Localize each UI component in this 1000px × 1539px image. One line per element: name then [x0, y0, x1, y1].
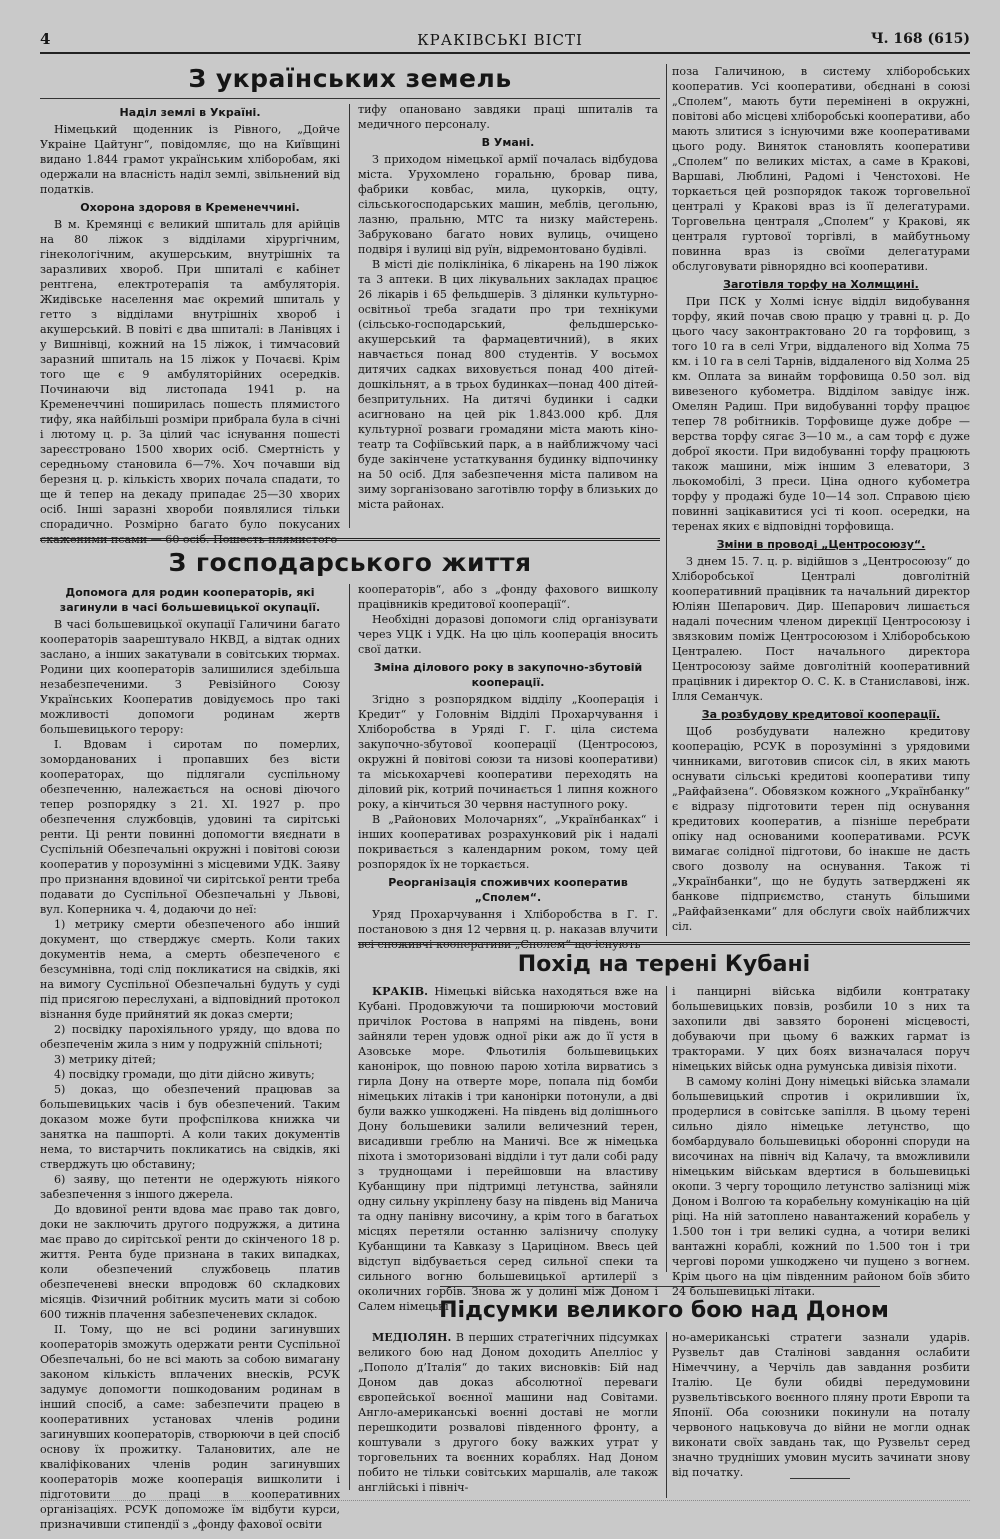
paragraph: 4) посвідку громади, що діти дійсно живуть; — [54, 1068, 315, 1081]
paragraph-continued: кооператорів“, або з „фонду фахового вишколу працівників кредитової кооперації“. — [358, 583, 658, 611]
paragraph-continued: поза Галичиною, в систему хліборобських кооператив. Усі кооперативи, обєднані в союзі „Сполем“, мають бути перемінені в окружні, повітові або місцеві хліборобські кооперативи, або мають злитися з існуючими вже кооперативами цього роду. Виняток становлять кооперативи „Сполем“ по великих містах, а саме в Кракові, Варшаві, Люблині, Радомі і Ченстохові. Не торкається цей розпорядок також торговельної централі у Кракові враз із її делегатурами. Торговельна централя „Сполем“ у Кракові, як централя гуртової торгівлі, в майбутньому повинна враз із своїми делегатурами обслуговувати рівнорядно всі кооперативи. — [672, 65, 971, 273]
column-divider — [666, 1332, 667, 1498]
column-divider — [349, 104, 350, 528]
article-column — [40, 102, 340, 546]
paragraph: В м. Кремянці є великий шпиталь для арійців на 80 ліжок з відділами хірургічним, гінекологічним, акушерським, внутрішніх та заразливих хвороб. При шпиталі є кабінет рентгена, електротерапія та амбуляторія. Жидівське населення має окремий шпиталь у гетто з відділами внутрішніх хвороб і акушерський. В повіті є два шпиталі: в Ланівцях і у Вишнівці, кожний на 15 ліжок, і тимчасовий заразний шпиталь на 15 ліжок у Почаєві. Крім того ще є 9 амбуляторійних осередків. Починаючи від листопада 1941 р. на Кременеччині поширилась пошесть плямистого тифу, яка найбільші розміри прибрала була в січні і лютому ц. р. За цілий час існування пошесті зареєстровано 1500 хворих осіб. Смертність у середньому становила 6—7%. Хоч почавши від березня ц. р. кількість хворих почала спадати, то ще й тепер на декаду припадає 25—30 хворих осіб. Інші заразні хвороби появлялися тільки спорадично. Розмірно багато було покусаних скаженими псами — 60 осіб. Пошесть плямистого — [40, 218, 340, 546]
article-column — [40, 582, 340, 1531]
subheading: Зміна ділового року в закупочно-збутовій кооперації. — [373, 661, 643, 689]
column-divider — [349, 584, 350, 1490]
paragraph: Згідно з розпорядком відділу „Кооперація і Кредит“ у Головнім Відділі Прохарчування і Хліборобства в Уряді Г. Г. ціла система закупочно-збутової кооперації (Центросоюз, окружні й повітові союзи та низові кооперативи) та міськохарчеві кооперативи переходять на діловий рік, котрий починається 1 липня кожного року, а кінчиться 30 червня наступного року. — [358, 693, 658, 811]
subheading: Наділ землі в Україні. — [119, 106, 261, 119]
headline-don-battle: Підсумки великого бою над Доном — [439, 1298, 889, 1323]
column-divider — [666, 64, 667, 936]
subheading: Охорона здоровя в Кременеччині. — [80, 201, 300, 214]
paragraph: З приходом німецької армії почалась відбудова міста. Урухомлено горальню, бровар пива, фабрики ковбас, мила, цукорків, оцту, сільськогосподарських машин, меблів, цегольню, лазню, пральню, МТС та низку майстерень. Забруковано багато нових вулиць, очищено подвіря і вулиці від руїн, відремонтовано будівлі. — [358, 153, 658, 256]
paragraph-continued: і панцирні війська відбили контратаку большевицьких повзів, розбили 10 з них та захопили дві завзято боронені місцевості, добуваючи при цьому 6 важких гармат із тракторами. У цих боях визначалася поруч німецьких військ одна румунська дивізія піхоти. — [672, 985, 970, 1073]
paragraph-continued: но-американські стратеги зазнали ударів. Рузвельт дав Сталінові завдання ослабити Німеччину, а Черчіль дав завдання розбити Італію. Це були обидві передумовини рузвельтівського воєнного пляну проти Европи та Японії. Оба союзники покинули на поталу червоного нацьковуча до війни не могли однак виконати своїх завдань так, що Рузвельт серед значно трудніших умовин мусить зачинати знову від початку. — [672, 1331, 970, 1479]
paragraph: І. Вдовам і сиротам по померлих, зоморданованих і пропавших без вісти кооператорах, що підлягали суспільному обезпеченню, належається на основі діючого тепер розпорядку з 21. XI. 1927 р. про обезпечення службовців, удовині та сирітські ренти. Ці ренти повинні допомогти вяєднати в Суспільній Обезпечальні окружні і повітові союзи кооператив у порозумінні з місцевими УДК. Заяву про признання вдовиної чи сирітської ренти треба подавати до Суспільної Обезпечальні у Львові, вул. Коперника ч. 4, додаючи до неї: — [40, 738, 340, 916]
page-fold — [40, 1500, 970, 1501]
section-divider — [440, 1286, 880, 1287]
end-mark-rule — [790, 1478, 850, 1479]
dateline: МЕДІОЛЯН. — [372, 1331, 452, 1344]
paragraph: Німецький щоденник із Рівного, „Дойче Украіне Цайтунг“, повідомляє, що на Київщині видано 1.844 грамот українським хліборобам, які одержали на власність наділ землі, звільнений від податків. — [40, 123, 340, 196]
paragraph-text: Німецькі війська находяться вже на Кубані. Продовжуючи та поширюючи мостовий причілок Ростова в напрямі на південь, вони зайняли терен удовж одної ріки аж до її устя в Азовське море. Фльотилія большевицьких канонірок, що повною парою хотіла вирватись з гирла Дону на отверте море, попала під бомби німецьких літаків і три канонірки потонули, а дві були важко ушкоджені. На південь від долішнього Дону большевики залили величезний терен, висадивши греблю на Маничі. Все ж німецька піхота і змоторизовані відділи і тут дали собі раду з труднощами і перейшовши на властиву Кубанщину при підтримці летунства, зайняли одну сильну укріплену базу на південь від Манича та одну панівну височину, а крім того в багатьох місцях перетяли останню залізничу сполуку Кубанщини та Кавказу з Цариціном. Ввесь цей відступ відбувається серед сильної спеки та сильного вогню большевицької артилерії з околичних горбів. Знова ж у долині між Доном і Салем німецькі — [358, 985, 658, 1313]
paragraph: При ПСК у Холмі існує відділ видобування торфу, який почав свою працю у травні ц. р. До цього часу законтрактовано 20 га торфовищ, з того 10 га в селі Угри, віддаленого від Холма 75 км. і 10 га в селі Тарнів, віддаленого від Холма 25 км. Оплата за винайм торфовища 0.50 зол. від вивезеного кубометра. Відділом завідує інж. Омелян Радиш. При видобуванні торфу працює тепер 78 робітників. Торфовище дуже добре — верства торфу сягає 3—10 м., а сам торф є дуже доброї якости. При видобуванні торфу працюють також машини, між іншим 3 елеватори, 3 льокомобілі, 3 преси. Ціна одного кубометра торфу у продажі буде 10—14 зол. Справою цією повинні зацікавитися усі ті кооп. осередки, на теренах яких є відповідні торфовища. — [672, 295, 970, 533]
subheading: Реорганізація споживчих кооператив „Сполем“. — [388, 876, 628, 904]
newspaper-title: КРАКІВСЬКІ ВІСТІ — [417, 31, 583, 49]
paragraph: Необхідні доразові допомоги слід організувати через УЦК і УДК. На цю ціль кооперація вносить свої датки. — [358, 613, 658, 656]
paragraph: З днем 15. 7. ц. р. відійшов з „Центросоюзу“ до Хліборобської Централі довголітній кооперативний працівник та начальний директор Юліян Шепарович. Дир. Шепарович лишається надалі почесним членом дирекції Центросоюзу і звязковим поміж Центросоюзом і Хліборобською Централею. Пост начального директора Центросоюзу займе довголітній кооперативний працівник і директор О. С. К. в Станиславові, інж. Ілля Семанчук. — [672, 555, 970, 703]
column-divider — [666, 986, 667, 1272]
paragraph: 1) метрику смерти обезпеченого або інший документ, що стверджує смерть. Коли таких документів нема, а смерть обезпеченого є безсумнівна, тоді слід покликатися на свідків, які на вимогу Суспільної Обезпечальні будуть у суді під присягою переслухані, а відповідний протокол візнання буде прийнятий як доказ смерти; — [40, 918, 340, 1021]
subheading: В Умані. — [481, 136, 535, 149]
paragraph: ІІ. Тому, що не всі родини загинувших кооператорів зможуть одержати ренти Суспільної Обезпечальні, бо не всі мають за собою вимагану законом кількість вплачених внесків, РСУК задумує допомогти пошкодованим родинам в інший спосіб, а саме: забезпечити працею в кооперативних установах членів родини загинувших кооператорів, створюючи в цей спосіб основу їх прожитку. Талановитих, але не кваліфікованих членів родин загинувших кооператорів може кооперація вишколити і підготовити до праці в кооперативних організаціях. РСУК допоможе їм відбути курси, призначивши стипендії з „фонду фахової освіти — [40, 1323, 340, 1531]
article-column — [358, 1330, 658, 1500]
paragraph: 5) доказ, що обезпечений працював за большевицьких часів і був обезпечений. Таким доказом може бути профспілкова книжка чи занятка на пашпорті. А коли таких документів нема, то вистарчить покликатись на свідків, які стверджуть цю обставину; — [40, 1083, 340, 1171]
paragraph: В місті діє поліклініка, 6 лікарень на 190 ліжок та 3 аптеки. В цих лікувальних закладах працює 26 лікарів і 65 фельдшерів. З ділянки культурно-освітньої треба згадати про три технікуми (сільсько-господарський, фельдшерсько-акушерський та фармацевтичний), в яких навчається понад 800 студентів. У восьмох дитячих садках виховується понад 400 дітей-дошкільнят, а в трьох будинках—понад 400 дітей-безпритульних. На дитячі будинки і садки асигновано на цей рік 1.843.000 крб. Для культурної розваги громадяни міста мають кіно-театр та Софіївський парк, а в найближчому часі буде закінчене устаткування будинку відпочинку на 50 осіб. Для забезпечення міста паливом на зиму зорганізовано заготівлю торфу в близьких до міста районах. — [358, 258, 658, 511]
section-divider — [40, 538, 660, 541]
paragraph: 6) заяву, що петенти не одержують ніякого забезпечення з іншого джерела. — [40, 1173, 340, 1201]
section-divider — [358, 942, 970, 945]
subheading: Допомога для родин кооператорів, які загинули в часі большевицької окупації. — [59, 586, 321, 614]
subheading: Заготівля торфу на Холмщині. — [723, 278, 919, 291]
paragraph: 3) метрику дітей; — [54, 1053, 156, 1066]
paragraph-continued: тифу опановано завдяки праці шпиталів та медичного персоналу. — [358, 103, 658, 131]
headline-underline — [40, 98, 660, 99]
article-column — [358, 102, 658, 532]
article-column — [672, 1330, 970, 1479]
paragraph — [358, 1330, 658, 1495]
headline-economy: З господарського життя — [168, 548, 532, 577]
masthead-rule — [40, 52, 970, 54]
headline-kuban: Похід на терені Кубані — [517, 952, 811, 977]
paragraph: Уряд Прохарчування і Хліборобства в Г. Г. постановою з дня 12 червня ц. р. наказав влучити всі споживчі кооперативи „Сполем“ що існують — [358, 908, 658, 951]
paragraph: Щоб розбудувати належно кредитову кооперацію, РСУК в порозумінні з урядовими чинниками, виготовив список сіл, в яких мають оснувати сільські кредитові кооперативи типу „Райфайзена“. Обовязком кожного „Українбанку“ є відразу підготовити терен під оснування кредитових кооператив, а пізніше перебрати опіку над основаними кооперативами. РСУК вимагає солідної підготови, бо інакше не дасть свого дозволу на оснування. Також ті „Українбанки“, що не будуть затверджені як банкове підприємство, стануть більшими „Райфайзенками“ для обслуги своїх найближчих сіл. — [672, 725, 970, 933]
paragraph: До вдовиної ренти вдова має право так довго, доки не заключить другого подружжя, а дитина має право до сирітської ренти до скінченого 18 р. життя. Рента буде признана в таких випадках, коли обезпечений службовець платив обезпеченеві внески впродовж 60 складкових місяців. Фізичний робітник мусить мати зі собою 600 тижнів плачення забезпеченевих складок. — [40, 1203, 340, 1321]
article-column — [672, 984, 970, 1298]
subheading: За розбудову кредитової кооперації. — [701, 708, 941, 721]
masthead — [0, 0, 1000, 64]
dateline: КРАКІВ. — [372, 985, 428, 998]
article-column — [672, 64, 970, 936]
paragraph: В самому коліні Дону німецькі війська зламали большевицький спротив і окрилившии їх, продерлися в совітське запілля. В цьому терені сильно діяло німецьке летунство, що бомбардувало большевицькі оборонні споруди на височинах на північ від Калачу, та вможливили німецьким військам вдертися в большевицькі окопи. З чергу торощило летунство залізниці між Доном і Волгою та корабельну комунікацію на цій ріці. На ній затоплено навантажений корабель у 1.500 тон і три великі судна, а чотири великі вантажні кораблі, кожний по 1.500 тон і три чергові пороми ушкоджено чи пущено з вогнем. Крім цього на цім південним районом боїв збито 24 большевицькі літаки. — [672, 1075, 970, 1298]
issue-number: Ч. 168 (615) — [870, 31, 970, 47]
article-column — [358, 582, 658, 951]
subheading: Зміни в проводі „Центросоюзу“. — [716, 538, 926, 551]
headline-ukrainian-lands: З українських земель — [188, 64, 512, 93]
paragraph-text: В перших стратегічних підсумках великого бою над Доном доходить Апелліос у „Пополо д’Італія“ до таких висновків: Бій над Доном дав доказ абсолютної переваги європейської воєнної машини над Совітами. Англо-американські воєнні доставі не могли перешкодити розвалові південного фронту, а коштували з другого боку важких утрат у торговельних та воєнних кораблях. Над Доном побито не тільки совітських маршалів, але також англійські і північ- — [358, 1331, 658, 1494]
article-column — [358, 984, 658, 1313]
paragraph: 2) посвідку парохіяльного уряду, що вдова по обезпеченім жила з ним у подружній спільноті; — [40, 1023, 340, 1051]
paragraph: В часі большевицької окупації Галичини багато кооператорів заарештувало НКВД, а відтак одних заслано, а інших закатували в совітських тюрмах. Родини цих кооператорів залишилися здебільша незабезпеченими. З Ревізійного Союзу Українських Кооператив довідуємось про такі можливості допомоги родинам жертв большевицького терору: — [40, 618, 340, 736]
paragraph: В „Районових Молочарнях“, „Українбанках“ і інших кооперативах розрахунковий рік і надалі покривається з календарним роком, тому цей розпорядок їх не торкається. — [358, 813, 658, 871]
paragraph — [358, 984, 658, 1314]
page-number: 4 — [40, 30, 51, 48]
